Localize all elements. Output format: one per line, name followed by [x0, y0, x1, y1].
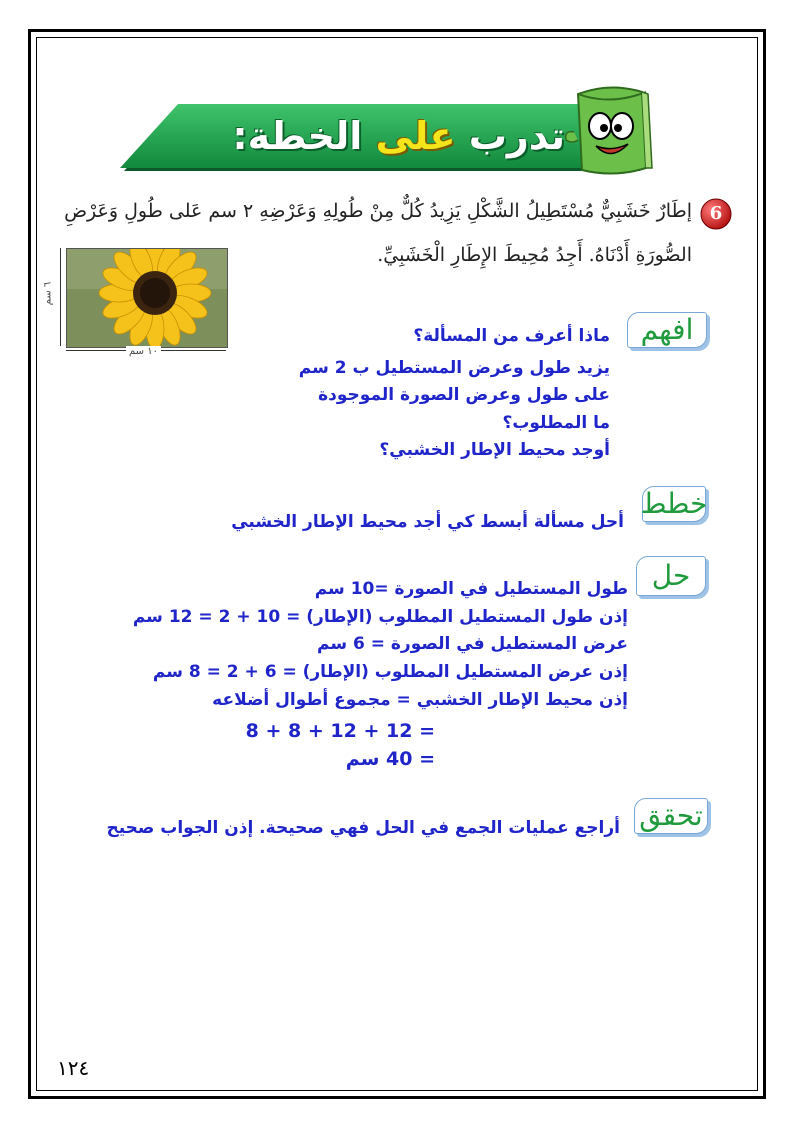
book-mascot-icon [560, 80, 655, 180]
tab-solve [636, 556, 706, 596]
plan-line-1: أحل مسألة أبسط كي أجد محيط الإطار الخشبي [231, 512, 624, 532]
banner-title-word-3: الخطة: [232, 114, 363, 158]
banner-title-word-1: تدرب [468, 114, 565, 158]
check-line-1: أراجع عمليات الجمع في الحل فهي صحيحة. إذن الجواب صحيح [106, 818, 620, 838]
solve-line-3: عرض المستطيل في الصورة = 6 سم [317, 634, 628, 654]
tab-plan [642, 486, 706, 522]
understand-line-4: ما المطلوب؟ [502, 413, 610, 433]
photo-height-label: ٦ سم [42, 281, 54, 306]
photo-width-dimension [66, 347, 226, 361]
solve-line-1: طول المستطيل في الصورة =10 سم [314, 579, 628, 599]
tab-check-label: تحقق [639, 799, 703, 832]
problem-text-line-1: إطَارٌ خَشَبِيٌّ مُسْتَطِيلُ الشَّكْلِ يَزِيدُ كُلٌّ مِنْ طُولِهِ وَعَرْضِهِ ٢ سم عَلى طُولِ وَعَرْضِ [64, 200, 692, 222]
understand-line-5: أوجد محيط الإطار الخشبي؟ [379, 440, 610, 460]
tab-understand [627, 312, 707, 348]
understand-line-3: على طول وعرض الصورة الموجودة [318, 385, 610, 405]
tab-understand-label: افهم [640, 313, 694, 346]
banner-title [232, 108, 565, 164]
solve-line-2: إذن طول المستطيل المطلوب (الإطار) = 10 + 2 = 12 سم [132, 607, 628, 627]
understand-line-2: يزيد طول وعرض المستطيل ب 2 سم [298, 358, 610, 378]
solve-line-5: إذن محيط الإطار الخشبي = مجموع أطوال أضلاعه [212, 690, 628, 710]
understand-line-1: ماذا أعرف من المسألة؟ [413, 326, 610, 346]
tab-check [634, 798, 708, 834]
photo-height-dimension [42, 248, 64, 346]
solve-line-4: إذن عرض المستطيل المطلوب (الإطار) = 6 + 2 = 8 سم [152, 662, 628, 682]
problem-text-line-2: الصُّورَةِ أَدْنَاهُ. أَجِدُ مُحِيطَ الإِطَارِ الْخَشَبِيِّ. [377, 244, 692, 266]
page-number: ١٢٤ [57, 1056, 90, 1080]
solve-line-6: = 12 + 12 + 8 + 8 [245, 720, 435, 742]
tab-plan-label: خطط [640, 487, 708, 520]
solve-line-7: = 40 سم [345, 748, 435, 770]
photo-width-label: ١٠ سم [126, 346, 161, 357]
sunflower-photo [66, 248, 228, 348]
problem-number: 6 [709, 203, 723, 224]
problem-number-badge [700, 198, 732, 230]
tab-solve-label: حل [651, 559, 691, 592]
banner-title-word-2: على [375, 114, 456, 158]
